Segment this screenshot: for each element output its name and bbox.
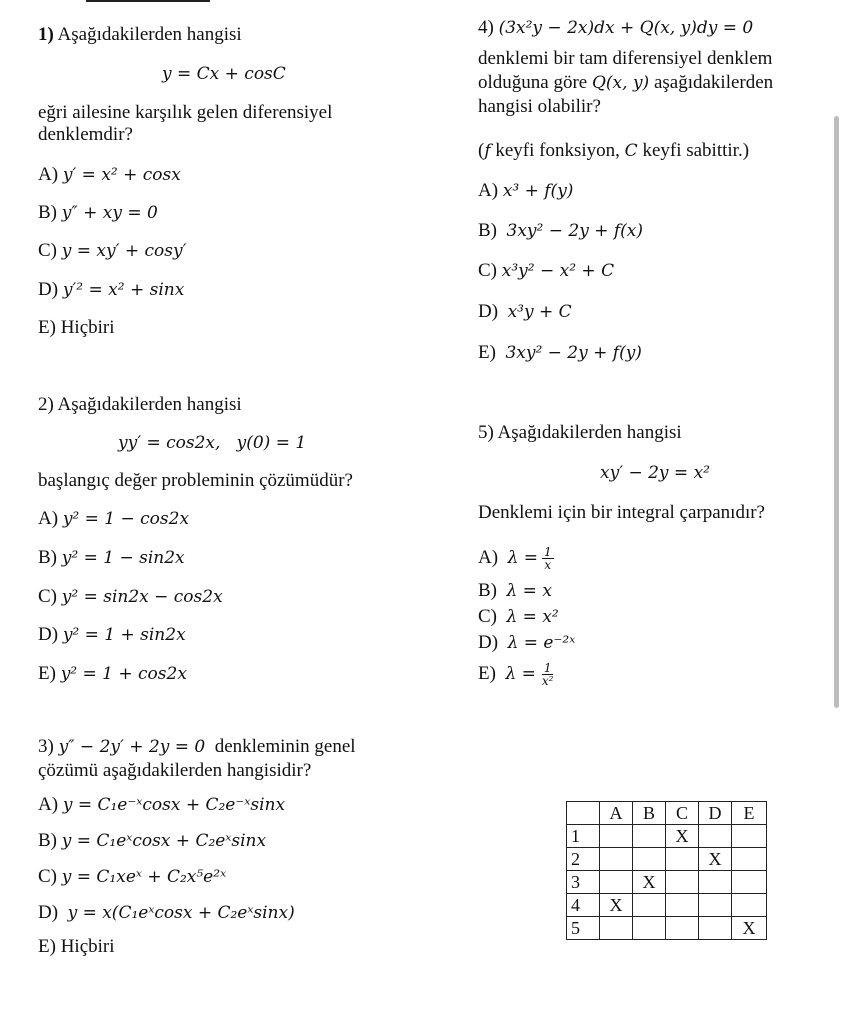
q5-option-e: E) λ = $\frac{1}{\text{x²}}$	[478, 661, 554, 688]
answer-table-row	[567, 917, 767, 940]
q1-line2: eğri ailesine karşılık gelen diferensiyel	[38, 102, 333, 123]
q5-option-b: B) λ = x	[478, 580, 552, 601]
answer-table-cell: X	[633, 871, 666, 894]
answer-table-cell: X	[666, 825, 699, 848]
q1-number: 1)	[38, 24, 54, 45]
q2-line2: başlangıç değer probleminin çözümüdür?	[38, 470, 353, 491]
answer-table	[566, 801, 767, 940]
q3-option-d: D) y = x(C₁eˣcosx + C₂eˣsinx)	[38, 902, 295, 923]
q1-stem: 1) Aşağıdakilerden hangisi	[38, 24, 242, 45]
q5-equation: xy′ − 2y = x²	[600, 463, 710, 483]
q1-equation: y = Cx + cosC	[162, 64, 286, 84]
fraction-1-over-x-squared: $\frac{1}{\text{x²}}$	[541, 661, 554, 688]
q3-option-a: A) y = C₁e⁻ˣcosx + C₂e⁻ˣsinx	[38, 794, 286, 815]
answer-table-header-row	[567, 802, 767, 825]
answer-table-cell	[732, 848, 767, 871]
answer-table-cell	[666, 871, 699, 894]
q1-option-a: A) y′ = x² + cosx	[38, 164, 181, 185]
answer-table-row	[567, 848, 767, 871]
q4-option-d: D) x³y + C	[478, 301, 572, 322]
q4-option-c: C) x³y² − x² + C	[478, 260, 615, 281]
answer-table-cell	[699, 894, 732, 917]
q4-line4: hangisi olabilir?	[478, 96, 601, 117]
answer-table-cell	[699, 871, 732, 894]
q4-option-a: A) x³ + f(y)	[478, 180, 574, 201]
answer-table-cell	[666, 917, 699, 940]
answer-table-header-cell	[567, 802, 600, 825]
answer-table-row	[567, 894, 767, 917]
q5-line2: Denklemi için bir integral çarpanıdır?	[478, 502, 765, 523]
answer-table-cell: 1	[567, 825, 600, 848]
answer-table-cell	[600, 917, 633, 940]
q1-option-d: D) y′² = x² + sinx	[38, 279, 185, 300]
q1-option-c: C) y = xy′ + cosy′	[38, 240, 187, 261]
answer-table-cell: X	[600, 894, 633, 917]
answer-table-header-cell: C	[666, 802, 699, 825]
answer-table-cell	[600, 848, 633, 871]
q3-line2: çözümü aşağıdakilerden hangisidir?	[38, 760, 312, 781]
q4-option-e: E) 3xy² − 2y + f(y)	[478, 342, 642, 363]
answer-table-cell	[732, 871, 767, 894]
answer-table-cell	[633, 917, 666, 940]
q2-option-c: C) y² = sin2x − cos2x	[38, 586, 223, 607]
q2-stem: 2) Aşağıdakilerden hangisi	[38, 394, 242, 415]
q3-stem: 3) y″ − 2y′ + 2y = 0 denkleminin genel	[38, 736, 356, 757]
q2-option-e: E) y² = 1 + cos2x	[38, 663, 187, 684]
answer-table-header-cell: B	[633, 802, 666, 825]
answer-table-header-cell: E	[732, 802, 767, 825]
answer-table-header-cell: D	[699, 802, 732, 825]
q4-note: (f keyfi fonksiyon, C keyfi sabittir.)	[478, 140, 750, 161]
answer-table-cell	[666, 894, 699, 917]
q5-option-d: D) λ = e⁻²ˣ	[478, 632, 576, 653]
top-rule	[86, 0, 210, 2]
answer-table-row	[567, 871, 767, 894]
q3-option-e: E) Hiçbiri	[38, 936, 115, 957]
q3-option-c: C) y = C₁xeˣ + C₂x⁵e²ˣ	[38, 866, 227, 887]
answer-table-cell	[732, 894, 767, 917]
answer-table-cell	[699, 917, 732, 940]
answer-table-cell	[600, 825, 633, 848]
q4-option-b: B) 3xy² − 2y + f(x)	[478, 220, 643, 241]
vertical-scrollbar[interactable]	[834, 116, 839, 708]
q2-option-a: A) y² = 1 − cos2x	[38, 508, 190, 529]
answer-table-cell: 5	[567, 917, 600, 940]
answer-table-cell	[600, 871, 633, 894]
answer-table-row	[567, 825, 767, 848]
q1-option-b: B) y″ + xy = 0	[38, 202, 158, 223]
q4-line3: olduğuna göre Q(x, y) aşağıdakilerden	[478, 72, 774, 93]
answer-table-cell: 4	[567, 894, 600, 917]
q1-line3: denklemdir?	[38, 124, 133, 145]
answer-table-cell: 3	[567, 871, 600, 894]
q3-option-b: B) y = C₁eˣcosx + C₂eˣsinx	[38, 830, 267, 851]
q4-line2: denklemi bir tam diferensiyel denklem	[478, 48, 773, 69]
answer-table-cell: 2	[567, 848, 600, 871]
q5-option-c: C) λ = x²	[478, 606, 559, 627]
q5-stem: 5) Aşağıdakilerden hangisi	[478, 422, 682, 443]
q1-option-e: E) Hiçbiri	[38, 317, 115, 338]
answer-table-cell	[732, 825, 767, 848]
q5-option-a: A) λ = $\frac{1}{x}$	[478, 545, 552, 572]
q2-option-b: B) y² = 1 − sin2x	[38, 547, 185, 568]
q2-equation: yy′ = cos2x, y(0) = 1	[118, 433, 307, 453]
answer-table-cell	[666, 848, 699, 871]
answer-table-cell	[633, 848, 666, 871]
fraction-1-over-x: $\frac{1}{x}$	[544, 545, 552, 572]
answer-table-cell: X	[699, 848, 732, 871]
answer-table-cell	[699, 825, 732, 848]
answer-table-cell	[633, 825, 666, 848]
answer-table-header-cell: A	[600, 802, 633, 825]
q4-stem: 4) (3x²y − 2x)dx + Q(x, y)dy = 0	[478, 17, 754, 38]
answer-table-cell	[633, 894, 666, 917]
q2-option-d: D) y² = 1 + sin2x	[38, 624, 186, 645]
answer-table-cell: X	[732, 917, 767, 940]
